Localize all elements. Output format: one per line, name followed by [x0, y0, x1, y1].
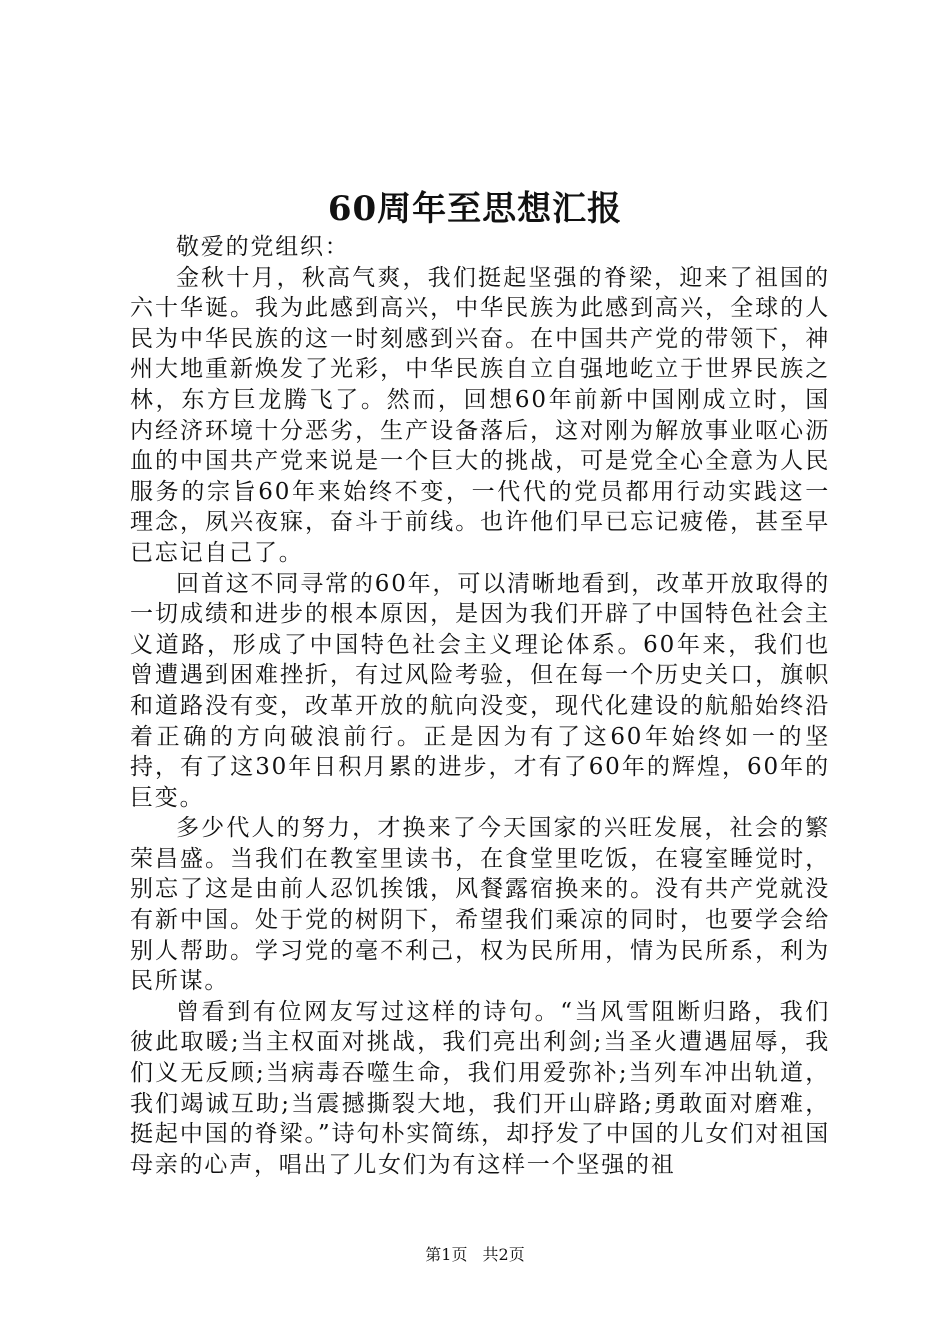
salutation: 敬爱的党组织： — [176, 234, 350, 260]
page-number-current: 第1页 — [425, 1245, 468, 1264]
page-footer — [0, 1244, 950, 1266]
paragraph: 回首这不同寻常的60年，可以清晰地看到，改革开放取得的一切成绩和进步的根本原因，是因为我们开辟了中国特色社会主义道路，形成了中国特色社会主义理论体系。60年来，我们也曾遭遇到困难挫折，有过风险考验，但在每一个历史关口，旗帜和道路没有变，改革开放的航向没变，现代化建设的航船始终沿着正确的方向破浪前行。正是因为有了这60年始终如一的坚持，有了这30年日积月累的进步，才有了60年的辉煌，60年的巨变。 — [130, 570, 830, 811]
document-title: 60周年至思想汇报 — [327, 189, 623, 229]
paragraph: 曾看到有位网友写过这样的诗句。“当风雪阻断归路，我们彼此取暖;当主权面对挑战，我们亮出利剑;当圣火遭遇屈辱，我们义无反顾;当病毒吞噬生命，我们用爱弥补;当列车冲出轨道，我们竭诚互助;当震撼撕裂大地，我们开山辟路;勇敢面对磨难，挺起中国的脊梁。”诗句朴实简练，却抒发了中国的儿女们对祖国母亲的心声，唱出了儿女们为有这样一个坚强的祖 — [130, 998, 830, 1178]
document-body — [130, 232, 830, 1180]
page-number-total: 共2页 — [482, 1245, 525, 1264]
paragraph: 多少代人的努力，才换来了今天国家的兴旺发展，社会的繁荣昌盛。当我们在教室里读书，在食堂里吃饭，在寝室睡觉时，别忘了这是由前人忍饥挨饿，风餐露宿换来的。没有共产党就没有新中国。处于党的树阴下，希望我们乘凉的同时，也要学会给别人帮助。学习党的毫不利己，权为民所用，情为民所系，利为民所谋。 — [130, 815, 830, 995]
paragraph: 金秋十月，秋高气爽，我们挺起坚强的脊梁，迎来了祖国的六十华诞。我为此感到高兴，中华民族为此感到高兴，全球的人民为中华民族的这一时刻感到兴奋。在中国共产党的带领下，神州大地重新焕发了光彩，中华民族自立自强地屹立于世界民族之林，东方巨龙腾飞了。然而，回想60年前新中国刚成立时，国内经济环境十分恶劣，生产设备落后，这对刚为解放事业呕心沥血的中国共产党来说是一个巨大的挑战，可是党全心全意为人民服务的宗旨60年来始终不变，一代代的党员都用行动实践这一理念，夙兴夜寐，奋斗于前线。也许他们早已忘记疲倦，甚至早已忘记自己了。 — [130, 264, 830, 566]
